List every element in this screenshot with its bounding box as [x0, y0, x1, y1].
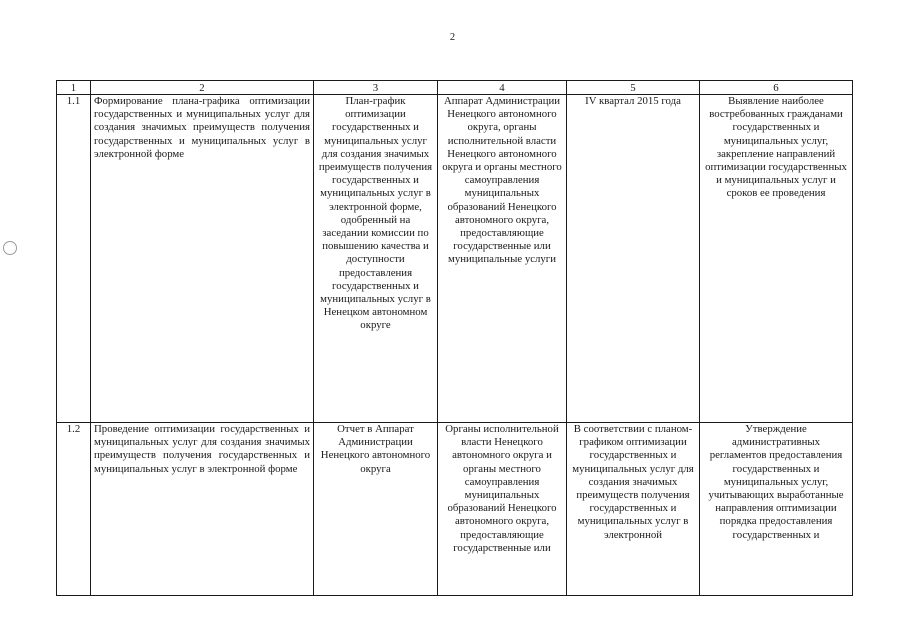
result-cell: План-график оптимизации государственных и муниципальных услуг для создания значимых преимуществ получения государственных и муниципальных услуг в электронной форме, одобренный на заседании комиссии по повышению качества и доступности предоставления государственных и муниципальных услуг в Ненецком автономном округе [314, 95, 438, 423]
deadline-cell: В соответствии с планом-графиком оптимизации государственных и муниципальных услуг для создания значимых преимуществ получения государственных и муниципальных услуг в электронной [567, 423, 700, 596]
column-number: 2 [91, 81, 314, 95]
column-number-row [57, 81, 853, 95]
executors-cell: Аппарат Администрации Ненецкого автономного округа, органы исполнительной власти Ненецкого автономного округа и органы местного самоуправления муниципальных образований Ненецкого автономного округа, предоставляющие государственные или муниципальные услуги [438, 95, 567, 423]
column-number: 4 [438, 81, 567, 95]
deadline-cell: IV квартал 2015 года [567, 95, 700, 423]
table-row [57, 95, 853, 423]
action-plan-table [56, 80, 853, 596]
outcome-cell: Выявление наиболее востребованных гражданами государственных и муниципальных услуг, закрепление направлений оптимизации государственных и муниципальных услуг и сроков ее проведения [700, 95, 853, 423]
activity-cell: Проведение оптимизации государственных и муниципальных услуг для создания значимых преимуществ получения государственных и муниципальных услуг в электронной форме [91, 423, 314, 596]
item-number: 1.2 [57, 423, 91, 596]
page-number: 2 [449, 32, 456, 43]
column-number: 3 [314, 81, 438, 95]
activity-cell: Формирование плана-графика оптимизации государственных и муниципальных услуг для создания значимых преимуществ получения государственных и муниципальных услуг в электронной форме [91, 95, 314, 423]
column-number: 5 [567, 81, 700, 95]
executors-cell: Органы исполнительной власти Ненецкого автономного округа и органы местного самоуправления муниципальных образований Ненецкого автономного округа, предоставляющие государственные или [438, 423, 567, 596]
column-number: 6 [700, 81, 853, 95]
column-number: 1 [57, 81, 91, 95]
item-number: 1.1 [57, 95, 91, 423]
outcome-cell: Утверждение административных регламентов предоставления государственных и муниципальных услуг, учитывающих выработанные направления оптимизации порядка предоставления государственных и [700, 423, 853, 596]
table-row [57, 423, 853, 596]
punch-hole-mark [3, 241, 17, 255]
result-cell: Отчет в Аппарат Администрации Ненецкого автономного округа [314, 423, 438, 596]
